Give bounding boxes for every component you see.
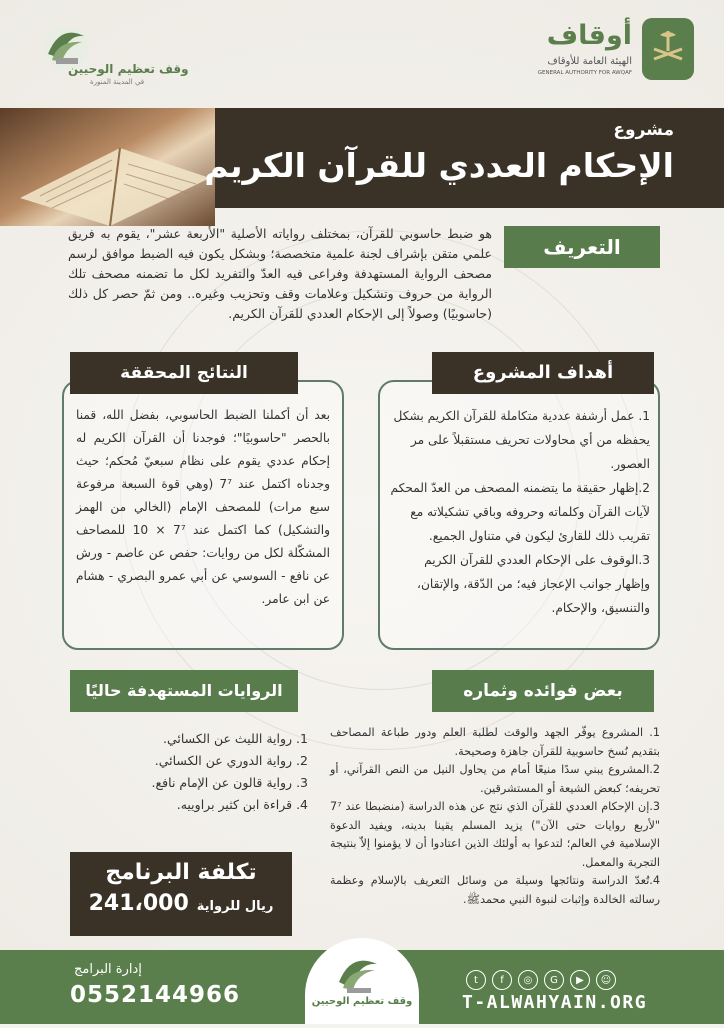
benefit-item: 1. المشروع يوفّر الجهد والوقت لطلبة العلم ودور طباعة المصاحف بتقديم نُسخ حاسوبية للقرآن جاهزة وصحيحة. [330,726,660,758]
awqaf-title: أوقاف [546,20,632,51]
goal-item: 2.إظهار حقيقة ما يتضمنه المصحف من العدّ المحكم لآيات القرآن وكلماته وحروفه وباقي تشكيلاته مع تقريب ذلك للقارئ ليكون في متناول الجميع. [390,481,650,543]
benefits-label: بعض فوائده وثماره [432,670,654,712]
social-icons [466,970,616,990]
quran-photo [0,108,215,226]
results-label: النتائج المحققة [70,352,298,394]
footer-logo [305,938,419,1024]
snapchat-icon[interactable]: ☺ [596,970,616,990]
cost-box [70,852,292,936]
narration-item: 3. رواية قالون عن الإمام نافع. [151,775,308,790]
cost-amount: 241،000 [88,891,189,916]
benefit-item: 4.تُعدّ الدراسة ونتائجها وسيلة من وسائل التعريف بالإسلام وعظمة رسالته الخالدة وإثبات لنبوة النبي محمدﷺ. [330,874,660,906]
banner-title: الإحكام العددي للقرآن الكريم [204,146,674,185]
twitter-icon[interactable]: t [466,970,486,990]
alwahyain-logo [38,18,189,88]
footer-logo-name: وقف تعظيم الوحيين [311,996,413,1007]
youtube-icon[interactable]: ▶ [570,970,590,990]
instagram-icon[interactable]: ◎ [518,970,538,990]
benefit-item: 2.المشروع يبني سدًا منيعًا أمام من يحاول النيل من النص القرآني، أو تحريفه؛ كبعض الشيعة أو المستشرقين. [330,763,660,795]
awqaf-english: GENERAL AUTHORITY FOR AWQAF [537,70,632,76]
narrations-list [90,728,308,816]
benefit-item: 3.إن الإحكام العددي للقرآن الذي نتج عن هذه الدراسة (منضبطا عند 7⁷ "لأربع روايات حتى الآن") يزيد المسلم يقينا بدينه، ويفيد الدعوة الإسلامية في العالم؛ لتدعوا به أولئك الذين اعتادوا أن لا يؤمنوا إلاّ بنتيجة التجربة والمعمل. [330,800,660,869]
definition-label: التعريف [504,226,660,268]
cost-unit: ريال للرواية [196,899,274,914]
narrations-label: الروايات المستهدفة حاليًا [70,670,298,712]
narration-item: 4. قراءة ابن كثير براوييه. [176,797,308,812]
narration-item: 1. رواية الليث عن الكسائي. [162,731,308,746]
website-link[interactable]: T-ALWAHYAIN.ORG [462,992,648,1013]
google-plus-icon[interactable]: G [544,970,564,990]
goal-item: 1. عمل أرشفة عددية متكاملة للقرآن الكريم بشكل يحفظه من أي محاولات تحريف مستقبلاً على مر العصور. [393,409,650,471]
narration-item: 2. رواية الدوري عن الكسائي. [154,753,308,768]
goals-list [388,404,650,620]
awqaf-subtitle: الهيئة العامة للأوقاف [547,56,632,67]
admin-label: إدارة البرامج [74,962,142,977]
definition-text: هو ضبط حاسوبي للقرآن، بمختلف رواياته الأصلية "الأربعة عشر"، يقوم به فريق علمي متقن بإشراف لجنة علمية متخصصة؛ وبشكل يكون فيه الضبط موافق لرسم مصحف الرواية المستهدفة وفراعى فيه العدّ والتفريد لكل ما تضمنه مصحف تلك الرواية من حروف وتشكيل وعلامات وقف وتحزيب وغيره.. ومن ثمّ حصر كل ذلك (حاسوبيًا) وصولاً إلى الإحكام العددي للقرآن الكريم. [68,226,492,321]
phone-number[interactable]: 0552144966 [70,982,241,1008]
results-text: بعد أن أكملنا الضبط الحاسوبي، بفضل الله، قمنا بالحصر "حاسوبيًا"؛ فوجدنا أن القرآن الكريم له إحكام عددي يقوم على نظام سبعيّ مُحكم؛ حيث وجدناه اكتمل عند 7⁷ (وهي قوة السبعة مرفوعة سبع مرات) للمصحف الإمام (الخالي من الهمز والتشكيل) كما اكتمل عند 7⁷ × 10 للمصاحف المشكّلة لكل من روايات: حفص عن عاصم - ورش عن نافع - السوسي عن أبي عمرو البصري - هشام عن ابن عامر. [76,408,330,606]
banner-subtitle: مشروع [613,120,674,140]
awqaf-emblem-icon [642,18,694,80]
goal-item: 3.الوقوف على الإحكام العددي للقرآن الكريم وإظهار جوانب الإعجاز فيه؛ من الدّقة، والإتقان، والتنسيق، والإحكام. [417,553,650,615]
cost-label: تكلفة البرنامج [105,860,257,885]
benefits-list [330,724,660,909]
awqaf-logo [524,18,694,88]
facebook-icon[interactable]: f [492,970,512,990]
cost-value [70,891,292,916]
alwahyain-sub: في المدينة المنورة [90,78,145,86]
alwahyain-name: وقف تعظيم الوحيين [68,62,189,76]
goals-label: أهداف المشروع [432,352,654,394]
